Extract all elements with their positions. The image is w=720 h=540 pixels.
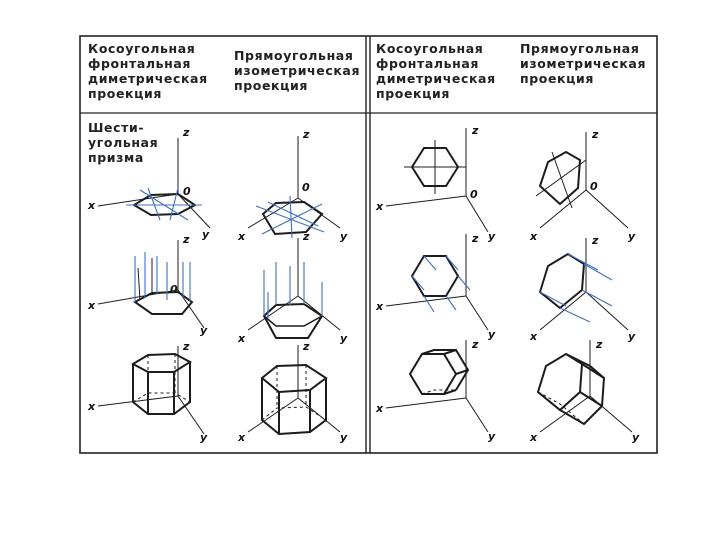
svg-text:z: z xyxy=(183,233,190,246)
axis-labels-c2-r2 xyxy=(237,230,348,345)
svg-text:x: x xyxy=(88,199,96,212)
svg-text:x: x xyxy=(530,230,538,243)
hexagon-projection-c3-r2 xyxy=(412,256,470,312)
svg-text:Косоугольная: Косоугольная xyxy=(88,41,196,56)
svg-text:y: y xyxy=(488,230,496,243)
svg-text:Косоугольная: Косоугольная xyxy=(376,41,484,56)
svg-text:Прямоугольная: Прямоугольная xyxy=(234,48,354,63)
svg-text:y: y xyxy=(340,431,348,444)
column-header-3 xyxy=(376,41,496,101)
svg-text:угольная: угольная xyxy=(88,135,159,150)
svg-text:z: z xyxy=(472,124,479,137)
svg-text:y: y xyxy=(632,431,640,444)
axes-c4-r1 xyxy=(540,132,628,228)
svg-text:проекция: проекция xyxy=(520,71,594,86)
svg-text:Шести-: Шести- xyxy=(88,120,145,135)
svg-text:0: 0 xyxy=(302,181,310,194)
hexagon-projection-c4-r2 xyxy=(540,254,612,322)
axes-c2-r2 xyxy=(248,238,340,330)
row-label-hexagonal-prism xyxy=(88,120,158,165)
hexagonal-prism-c3-r3 xyxy=(410,350,468,394)
axis-labels-c2-r1 xyxy=(237,128,348,243)
svg-text:x: x xyxy=(88,299,96,312)
svg-text:призма: призма xyxy=(88,150,144,165)
axes-c3-r2 xyxy=(386,234,488,330)
axis-labels-c4-r1 xyxy=(529,128,636,243)
svg-text:y: y xyxy=(200,431,208,444)
column-header-2 xyxy=(234,48,360,93)
svg-text:диметрическая: диметрическая xyxy=(376,71,496,86)
table-frame xyxy=(80,36,657,453)
svg-text:z: z xyxy=(183,340,190,353)
column-header-4 xyxy=(520,41,646,86)
axes-c1-r2 xyxy=(98,240,204,328)
svg-text:y: y xyxy=(628,230,636,243)
hexagonal-prism-c4-r3 xyxy=(538,354,604,424)
svg-text:x: x xyxy=(376,402,384,415)
svg-text:изометрическая: изометрическая xyxy=(234,63,361,78)
axis-labels-c3-r2 xyxy=(375,232,496,341)
svg-text:x: x xyxy=(238,332,246,345)
svg-text:x: x xyxy=(530,330,538,343)
svg-text:проекция: проекция xyxy=(88,86,162,101)
hexagonal-prism-c1-r3 xyxy=(133,354,190,414)
axes-c4-r2 xyxy=(540,238,628,330)
svg-text:y: y xyxy=(340,230,348,243)
svg-text:x: x xyxy=(88,400,96,413)
svg-text:z: z xyxy=(472,338,479,351)
axes-c3-r1 xyxy=(386,128,488,232)
svg-text:z: z xyxy=(303,230,310,243)
svg-text:0: 0 xyxy=(590,180,598,193)
svg-text:z: z xyxy=(596,338,603,351)
hexagonal-prism-c2-r3 xyxy=(262,365,326,434)
svg-text:x: x xyxy=(530,431,538,444)
svg-text:y: y xyxy=(200,324,208,337)
svg-text:y: y xyxy=(202,228,210,241)
svg-text:z: z xyxy=(472,232,479,245)
axes-c1-r3 xyxy=(98,346,204,434)
svg-text:проекция: проекция xyxy=(234,78,308,93)
svg-text:x: x xyxy=(238,230,246,243)
svg-text:изометрическая: изометрическая xyxy=(520,56,647,71)
svg-text:0: 0 xyxy=(170,283,178,296)
svg-text:z: z xyxy=(183,126,190,139)
svg-text:y: y xyxy=(488,430,496,443)
column-header-1 xyxy=(88,41,208,101)
svg-text:z: z xyxy=(303,128,310,141)
svg-text:Прямоугольная: Прямоугольная xyxy=(520,41,640,56)
prism-projection-c1-r2 xyxy=(135,252,192,314)
svg-text:фронтальная: фронтальная xyxy=(376,56,480,71)
svg-text:z: z xyxy=(592,234,599,247)
svg-text:y: y xyxy=(628,330,636,343)
svg-text:проекция: проекция xyxy=(376,86,450,101)
svg-text:y: y xyxy=(488,328,496,341)
hexagon-c4-r1 xyxy=(536,152,586,208)
svg-text:x: x xyxy=(376,300,384,313)
svg-text:0: 0 xyxy=(183,185,191,198)
axes-c4-r3 xyxy=(540,340,632,432)
svg-text:y: y xyxy=(340,332,348,345)
svg-text:фронтальная: фронтальная xyxy=(88,56,192,71)
svg-text:диметрическая: диметрическая xyxy=(88,71,208,86)
hexagon-c3-r1 xyxy=(404,140,466,194)
svg-text:z: z xyxy=(303,340,310,353)
svg-text:z: z xyxy=(592,128,599,141)
svg-text:x: x xyxy=(238,431,246,444)
svg-text:0: 0 xyxy=(470,188,478,201)
svg-text:x: x xyxy=(376,200,384,213)
